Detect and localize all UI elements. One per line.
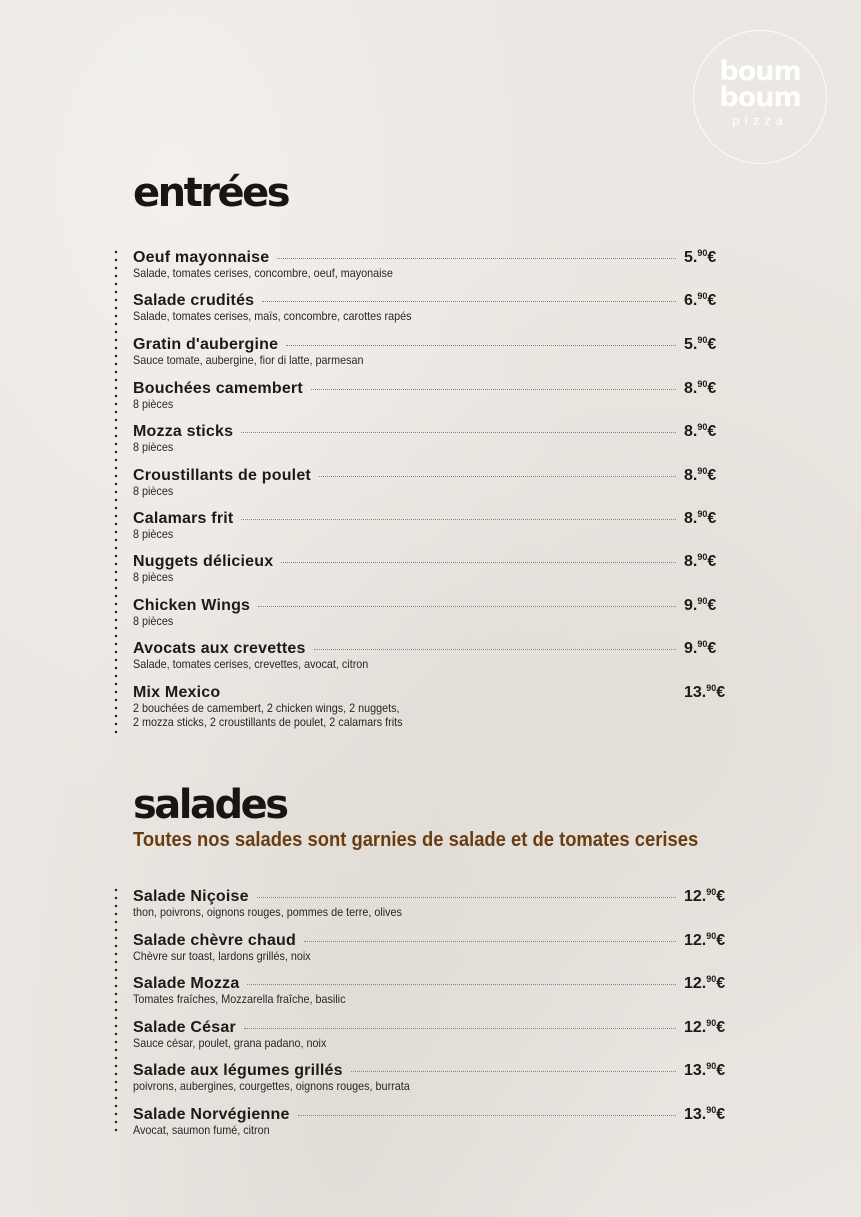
item-description: Tomates fraîches, Mozzarella fraîche, basilic: [133, 992, 346, 1006]
item-price: 9.90€: [684, 639, 717, 657]
item-price: 6.90€: [684, 291, 717, 309]
item-description: 8 pièces: [133, 484, 174, 498]
item-name: Salade Mozza: [133, 975, 240, 992]
item-price: 9.90€: [684, 596, 717, 614]
dotted-leader: [281, 561, 676, 563]
section-title-salades: salades: [133, 782, 287, 828]
item-price: 12.90€: [684, 887, 726, 905]
item-price: 13.90€: [684, 683, 726, 701]
item-description: Sauce césar, poulet, grana padano, noix: [133, 1036, 327, 1050]
item-description: 8 pièces: [133, 614, 174, 628]
menu-item: [133, 509, 733, 541]
dotted-leader: [277, 257, 676, 259]
item-description: poivrons, aubergines, courgettes, oignons rouges, burrata: [133, 1079, 410, 1093]
menu-item: [133, 1061, 733, 1093]
item-name: Salade aux légumes grillés: [133, 1062, 343, 1079]
dotted-leader: [258, 605, 676, 607]
logo-line-3: pizza: [732, 114, 788, 128]
item-description: 8 pièces: [133, 570, 174, 584]
dotted-leader: [241, 518, 676, 520]
item-price: 8.90€: [684, 509, 717, 527]
dotted-leader: [314, 648, 676, 650]
brand-logo: [693, 30, 827, 164]
menu-item: [133, 639, 733, 671]
dotted-leader: [262, 300, 676, 302]
item-description: Avocat, saumon fumé, citron: [133, 1123, 270, 1137]
menu-item: [133, 552, 733, 584]
item-description: Salade, tomates cerises, maïs, concombre, carottes rapés: [133, 309, 412, 323]
menu-item: [133, 1018, 733, 1050]
dotted-leader: [311, 388, 676, 390]
menu-item: [133, 291, 733, 323]
item-name: Calamars frit: [133, 510, 234, 527]
item-name: Bouchées camembert: [133, 380, 303, 397]
logo-line-2: boum: [719, 82, 801, 113]
menu-item: [133, 931, 733, 963]
dotted-leader: [319, 475, 676, 477]
item-price: 8.90€: [684, 552, 717, 570]
item-description: 8 pièces: [133, 397, 174, 411]
dotted-leader: [228, 692, 676, 694]
item-name: Salade chèvre chaud: [133, 932, 296, 949]
decorative-dotted-rule: [114, 886, 118, 1136]
item-description: Chèvre sur toast, lardons grillés, noix: [133, 949, 311, 963]
item-description: 8 pièces: [133, 440, 174, 454]
dotted-leader: [304, 940, 676, 942]
menu-item: [133, 596, 733, 628]
item-name: Mix Mexico: [133, 684, 221, 701]
dotted-leader: [247, 983, 676, 985]
item-price: 8.90€: [684, 379, 717, 397]
logo-line-1: boum: [719, 56, 801, 87]
item-description: 8 pièces: [133, 527, 174, 541]
item-name: Nuggets délicieux: [133, 553, 274, 570]
item-name: Salade crudités: [133, 292, 255, 309]
item-description: 2 bouchées de camembert, 2 chicken wings, 2 nuggets, 2 mozza sticks, 2 croustillants de poulet, 2 calamars frits: [133, 701, 403, 729]
menu-item: [133, 335, 733, 367]
item-name: Salade Niçoise: [133, 888, 249, 905]
item-price: 12.90€: [684, 974, 726, 992]
decorative-dotted-rule: [114, 248, 118, 738]
dotted-leader: [241, 431, 676, 433]
item-price: 12.90€: [684, 1018, 726, 1036]
dotted-leader: [257, 896, 676, 898]
menu-item: [133, 683, 733, 729]
item-description: Sauce tomate, aubergine, fior di latte, parmesan: [133, 353, 364, 367]
item-price: 8.90€: [684, 422, 717, 440]
item-price: 8.90€: [684, 466, 717, 484]
section-subtitle: Toutes nos salades sont garnies de salade et de tomates cerises: [133, 829, 699, 851]
section-title-entrees: entrées: [133, 170, 289, 216]
item-name: Oeuf mayonnaise: [133, 249, 270, 266]
item-name: Chicken Wings: [133, 597, 251, 614]
item-name: Gratin d'aubergine: [133, 336, 279, 353]
item-price: 13.90€: [684, 1105, 726, 1123]
menu-item: [133, 379, 733, 411]
menu-item: [133, 466, 733, 498]
item-price: 13.90€: [684, 1061, 726, 1079]
item-description: Salade, tomates cerises, concombre, oeuf, mayonaise: [133, 266, 393, 280]
item-description: Salade, tomates cerises, crevettes, avocat, citron: [133, 657, 369, 671]
item-price: 12.90€: [684, 931, 726, 949]
menu-item: [133, 887, 733, 919]
menu-item: [133, 974, 733, 1006]
dotted-leader: [286, 344, 676, 346]
menu-item: [133, 1105, 733, 1137]
item-price: 5.90€: [684, 248, 717, 266]
item-description: thon, poivrons, oignons rouges, pommes de terre, olives: [133, 905, 402, 919]
item-name: Salade César: [133, 1019, 236, 1036]
menu-item: [133, 422, 733, 454]
dotted-leader: [244, 1027, 676, 1029]
item-name: Avocats aux crevettes: [133, 640, 306, 657]
menu-item: [133, 248, 733, 280]
item-name: Croustillants de poulet: [133, 467, 311, 484]
item-name: Mozza sticks: [133, 423, 234, 440]
dotted-leader: [298, 1114, 676, 1116]
item-price: 5.90€: [684, 335, 717, 353]
item-name: Salade Norvégienne: [133, 1106, 290, 1123]
dotted-leader: [351, 1070, 676, 1072]
